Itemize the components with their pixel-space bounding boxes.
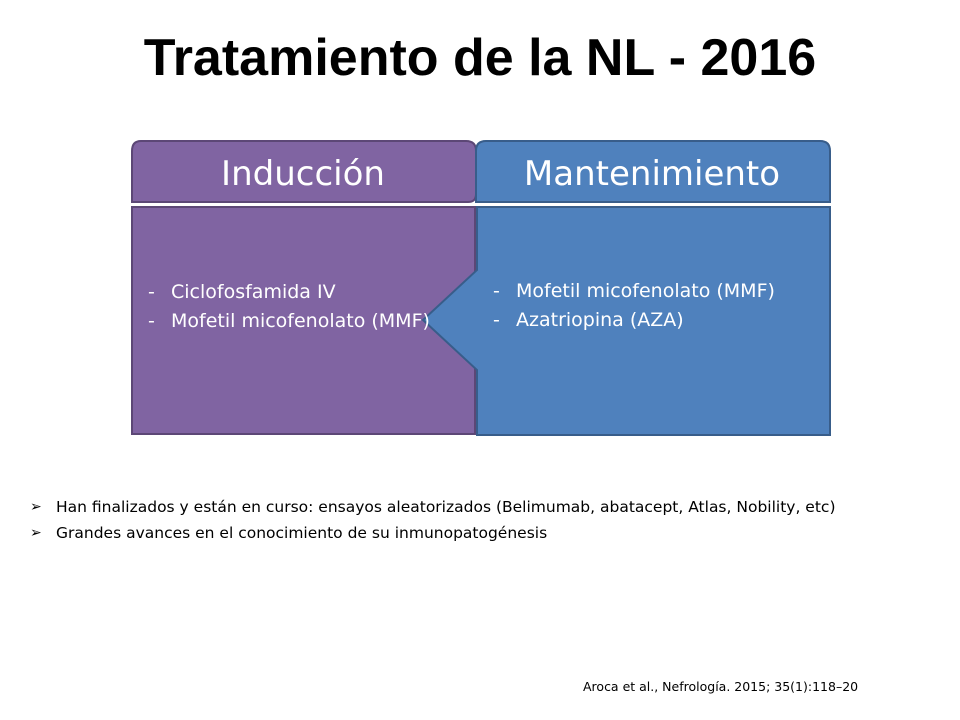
arrow-bullet-icon: ➢ (30, 525, 42, 541)
note-text: Grandes avances en el conocimiento de su inmunopatogénesis (56, 524, 548, 542)
note-item (30, 520, 940, 546)
slide-title: Tratamiento de la NL - 2016 (143, 29, 817, 87)
induction-drug-item: - Mofetil micofenolato (MMF) (142, 307, 462, 336)
maintenance-drug-list (487, 277, 807, 335)
maintenance-drug-item: - Azatriopina (AZA) (487, 306, 807, 335)
note-text: Han finalizados y están en curso: ensayos aleatorizados (Belimumab, abatacept, Atlas, Nobility, etc) (56, 498, 836, 516)
arrow-bullet-icon: ➢ (30, 499, 42, 515)
induction-drug-list (142, 278, 462, 336)
note-item (30, 494, 940, 520)
maintenance-header-text: Mantenimiento (523, 154, 781, 194)
induction-drug-item: - Ciclofosfamida IV (142, 278, 462, 307)
citation: Aroca et al., Nefrología. 2015; 35(1):118–20 (583, 679, 859, 694)
induction-header-text: Inducción (221, 154, 385, 194)
notes-list (30, 494, 940, 546)
maintenance-drug-item: - Mofetil micofenolato (MMF) (487, 277, 807, 306)
